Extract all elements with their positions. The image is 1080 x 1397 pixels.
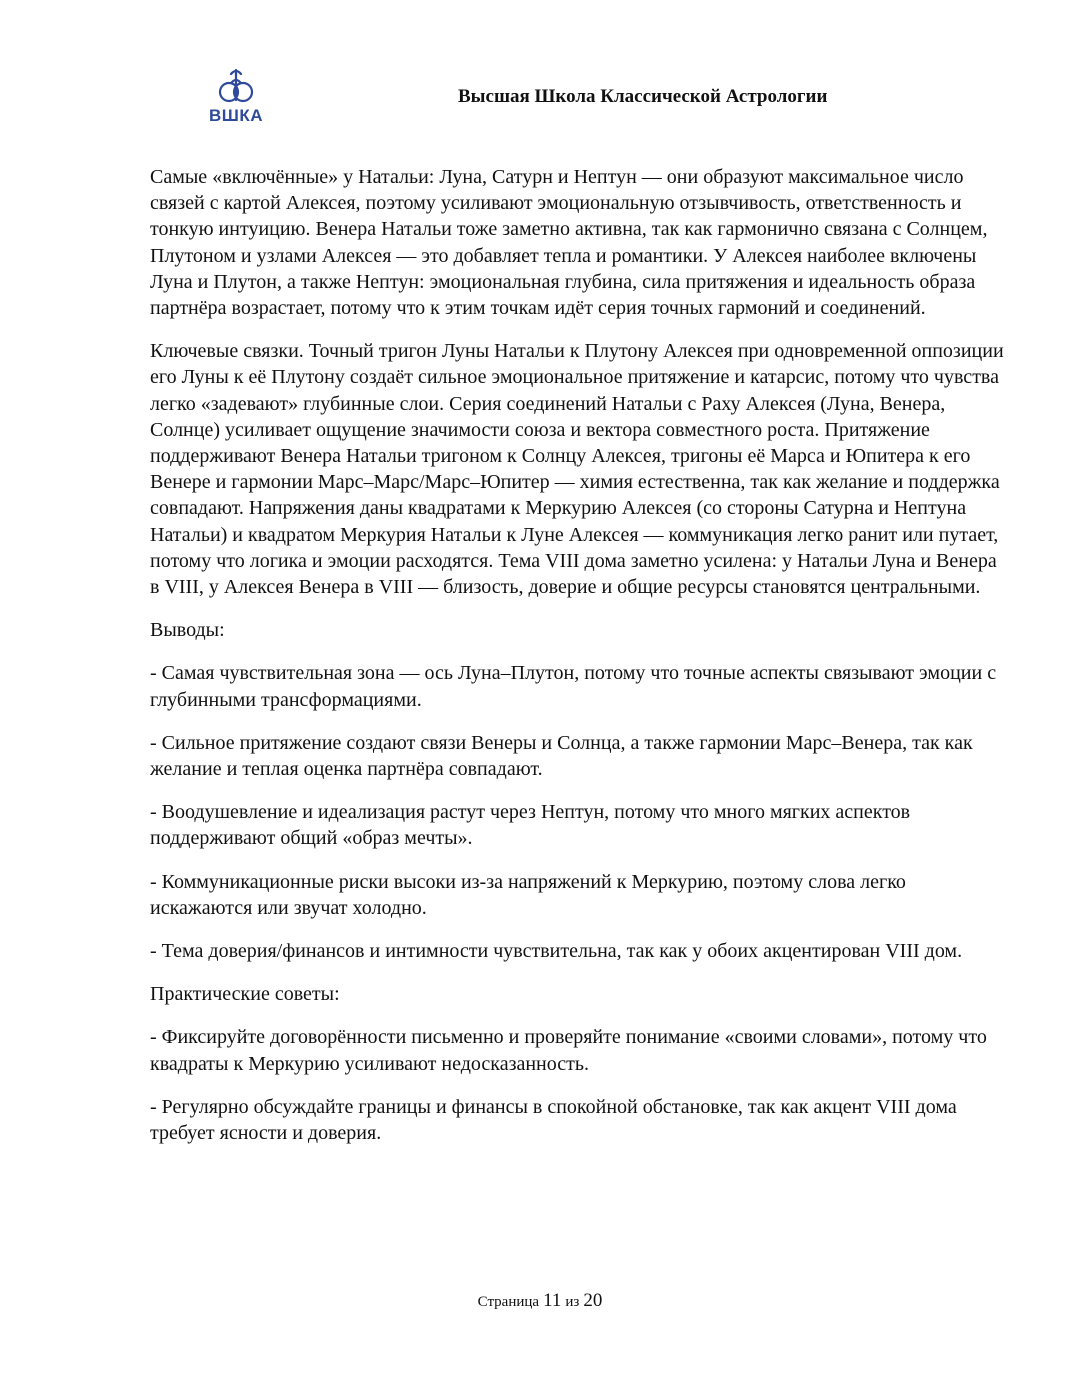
page-footer xyxy=(0,1290,1080,1312)
heading-conclusions: Выводы: xyxy=(150,619,225,642)
advice-item: - Фиксируйте договорённости письменно и проверяйте понимание «своими словами», потому что квадраты к Меркурию усиливают недосказанность. xyxy=(150,1026,987,1075)
paragraph-overview: Самые «включённые» у Натальи: Луна, Сатурн и Нептун — они образуют максимальное число связей с картой Алексея, поэтому усиливают эмоциональную отзывчивость, ответственность и тонкую интуицию. Венера Натальи тоже заметно активна, так как гармонично связана с Солнцем, Плутоном и узлами Алексея — это добавляет тепла и романтики. У Алексея наиболее включены Луна и Плутон, а также Нептун: эмоциональная глубина, сила притяжения и идеальность образа партнёра возрастает, потому что к этим точкам идёт серия точных гармоний и соединений. xyxy=(150,166,988,320)
heading-practical-advice: Практические советы: xyxy=(150,983,340,1006)
total-pages-number: 20 xyxy=(583,1290,603,1311)
current-page-number: 11 xyxy=(543,1290,562,1311)
school-logo xyxy=(204,66,268,128)
conclusion-item: - Тема доверия/финансов и интимности чувствительна, так как у обоих акцентирован VIII дом. xyxy=(150,940,963,963)
of-word: из xyxy=(565,1294,580,1310)
conclusion-item: - Сильное притяжение создают связи Венеры и Солнца, а также гармонии Марс–Венера, так как желание и теплая оценка партнёра совпадают. xyxy=(150,731,973,781)
conclusion-item: - Воодушевление и идеализация растут через Нептун, потому что много мягких аспектов поддерживают общий «образ мечты». xyxy=(150,801,911,850)
page-word: Страница xyxy=(477,1294,540,1310)
page-header xyxy=(0,0,1080,140)
astrology-school-emblem-icon xyxy=(204,66,268,106)
conclusion-item: - Коммуникационные риски высоки из-за напряжений к Меркурию, поэтому слова легко искажаются или звучат холодно. xyxy=(150,870,906,919)
school-title: Высшая Школа Классической Астрологии xyxy=(458,86,828,107)
document-body xyxy=(150,164,1010,1163)
logo-text: ВШКА xyxy=(208,106,263,125)
advice-item: - Регулярно обсуждайте границы и финансы в спокойной обстановке, так как акцент VIII дома требует ясности и доверия. xyxy=(150,1095,957,1145)
conclusion-item: - Самая чувствительная зона — ось Луна–Плутон, потому что точные аспекты связывают эмоции с глубинными трансформациями. xyxy=(150,662,997,711)
paragraph-key-links: Ключевые связки. Точный тригон Луны Натальи к Плутону Алексея при одновременной оппозиции его Луны к её Плутону создаёт сильное эмоциональное притяжение и катарсис, потому что чувства легко «задевают» глубинные слои. Серия соединений Натальи с Раху Алексея (Луна, Венера, Солнце) усиливает ощущение значимости союза и вектора совместного роста. Притяжение поддерживают Венера Натальи тригоном к Солнцу Алексея, тригоны её Марса и Юпитера к его Венере и гармонии Марс–Марс/Марс–Юпитер — химия естественна, так как желание и поддержка совпадают. Напряжения даны квадратами к Меркурию Алексея (со стороны Сатурна и Нептуна Натальи) и квадратом Меркурия Натальи к Луне Алексея — коммуникация легко ранит или путает, потому что логика и эмоции расходятся. Тема VIII дома заметно усилена: у Натальи Луна и Венера в VIII, у Алексея Венера в VIII — близость, доверие и общие ресурсы становятся центральными. xyxy=(150,340,1004,599)
